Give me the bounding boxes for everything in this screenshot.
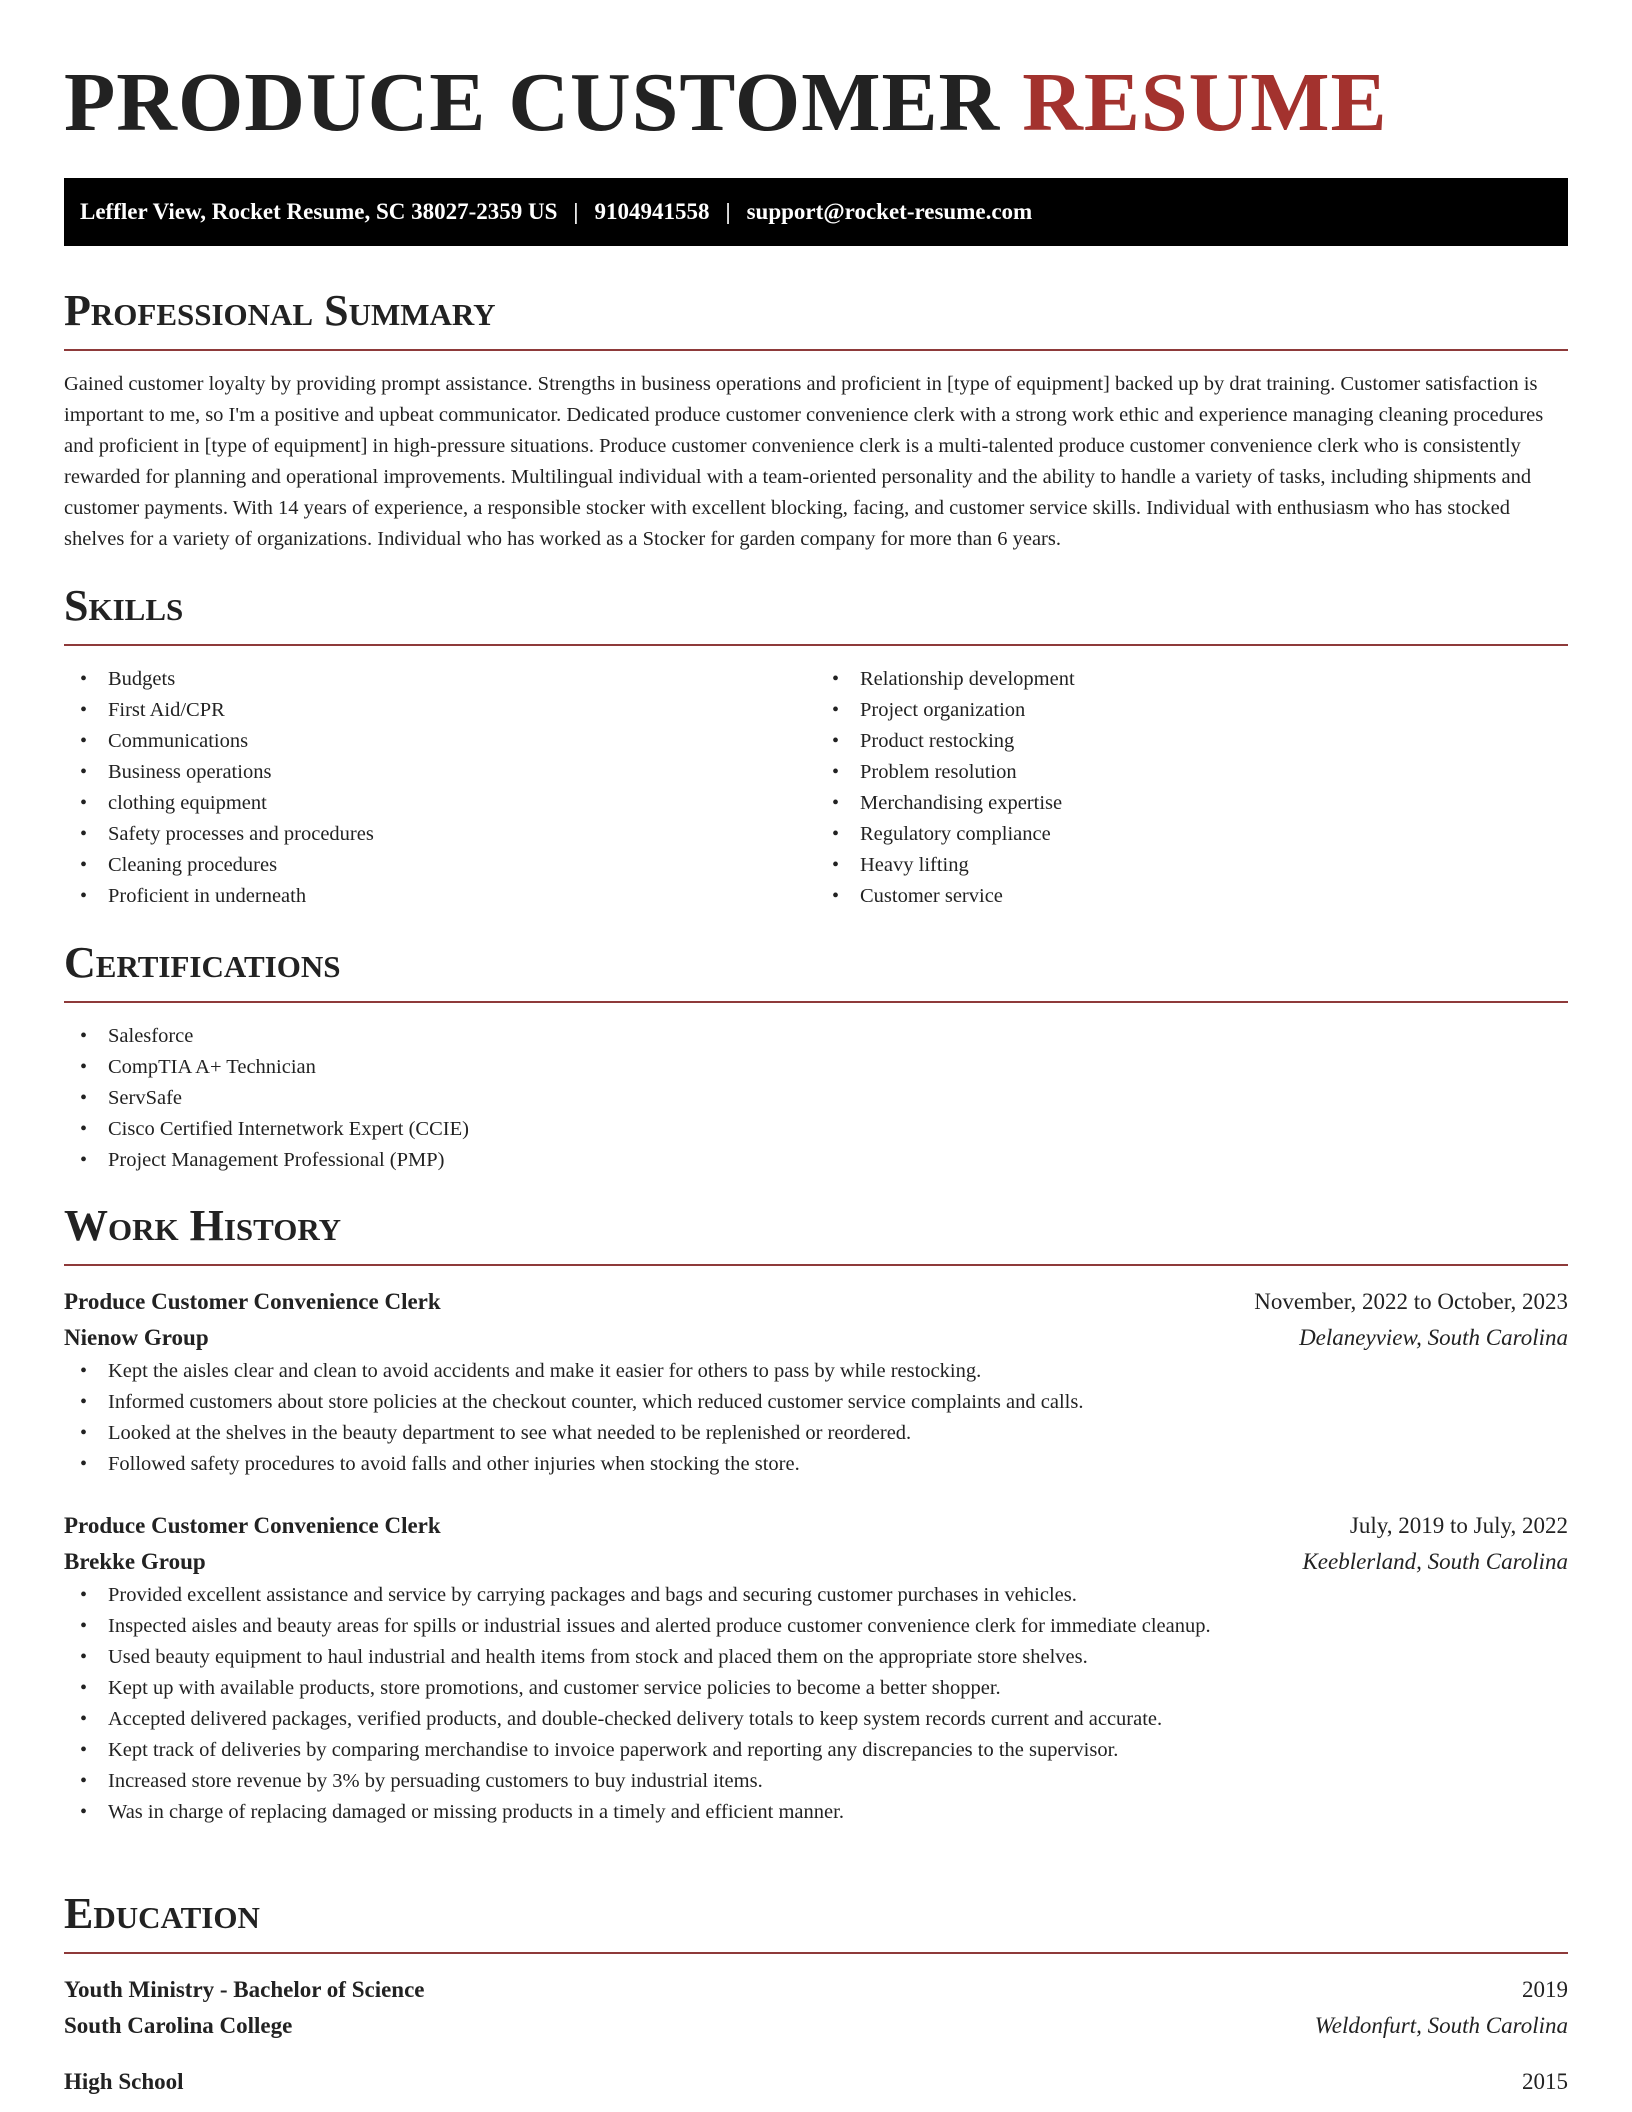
job-header-row [64,1284,1568,1320]
education-section [64,1890,1568,2100]
job-bullet: • Informed customers about store policies at the checkout counter, which reduced customer service complaints and calls. [64,1387,1568,1418]
certification-item: • Project Management Professional (PMP) [64,1145,1568,1176]
certifications-list [64,1021,1568,1176]
section-divider [64,1264,1568,1266]
skills-list-right [816,664,1568,912]
certifications-heading: Certifications [64,938,341,987]
education-entry [64,1972,1568,2044]
skill-item: • Customer service [816,881,1568,912]
section-divider [64,644,1568,646]
job-bullet: • Kept up with available products, store promotions, and customer service policies to become a better shopper. [64,1673,1568,1704]
skill-item: • Budgets [64,664,816,695]
job-role: Produce Customer Convenience Clerk [64,1289,441,1314]
certification-item: • Cisco Certified Internetwork Expert (CCIE) [64,1114,1568,1145]
section-divider [64,1952,1568,1954]
skill-item: • Proficient in underneath [64,881,816,912]
skill-item: • Merchandising expertise [816,788,1568,819]
job-company: Nienow Group [64,1325,209,1350]
job-bullets [64,1356,1568,1480]
certification-item: • Salesforce [64,1021,1568,1052]
skill-item: • Product restocking [816,726,1568,757]
job-bullets [64,1580,1568,1828]
skills-heading: Skills [64,581,184,630]
job-dates: November, 2022 to October, 2023 [1254,1289,1568,1314]
job-bullet: • Kept the aisles clear and clean to avoid accidents and make it easier for others to pass by while restocking. [64,1356,1568,1387]
education-year: 2019 [1522,1977,1568,2002]
contact-separator: | [725,199,731,224]
job-entry [64,1284,1568,1480]
skill-item: • clothing equipment [64,788,816,819]
skills-list-left [64,664,816,912]
skill-item: • Communications [64,726,816,757]
job-role: Produce Customer Convenience Clerk [64,1513,441,1538]
skill-item: • Cleaning procedures [64,850,816,881]
job-dates: July, 2019 to July, 2022 [1349,1513,1568,1538]
section-divider [64,349,1568,351]
title-main: PRODUCE CUSTOMER [64,56,1001,149]
job-bullet: • Accepted delivered packages, verified products, and double-checked delivery totals to keep system records current and accurate. [64,1704,1568,1735]
summary-text: Gained customer loyalty by providing prompt assistance. Strengths in business operations and proficient in [type of equipment] backed up by drat training. Customer satisfaction is important to me, so I'm a positive and upbeat communicator. Dedicated produce customer convenience clerk with a strong work ethic and experience managing cleaning procedures and proficient in [type of equipment] in high-pressure situations. Produce customer convenience clerk is a multi-talented produce customer convenience clerk who is consistently rewarded for planning and operational improvements. Multilingual individual with a team-oriented personality and the ability to handle a variety of tasks, including shipments and customer payments. With 14 years of experience, a responsible stocker with excellent blocking, facing, and customer service skills. Individual with enthusiasm who has stocked shelves for a variety of organizations. Individual who has worked as a Stocker for garden company for more than 6 years. [64,373,1544,550]
education-header-row [64,2064,1568,2100]
skill-item: • Business operations [64,757,816,788]
skill-item: • Project organization [816,695,1568,726]
work-history-section [64,1202,1568,1828]
education-entry [64,2064,1568,2100]
skill-item: • Problem resolution [816,757,1568,788]
job-location: Delaneyview, South Carolina [1299,1325,1568,1350]
job-bullet: • Inspected aisles and beauty areas for spills or industrial issues and alerted produce customer convenience clerk for immediate cleanup. [64,1611,1568,1642]
summary-heading: Professional Summary [64,286,496,335]
resume-title [64,0,1568,148]
job-entry [64,1508,1568,1828]
job-bullet: • Increased store revenue by 3% by persuading customers to buy industrial items. [64,1766,1568,1797]
skills-section [64,582,1568,912]
education-location: Weldonfurt, South Carolina [1314,2013,1568,2038]
summary-section [64,287,1568,555]
section-divider [64,1001,1568,1003]
contact-bar [64,178,1568,246]
job-company-row [64,1544,1568,1580]
job-bullet: • Followed safety procedures to avoid falls and other injuries when stocking the store. [64,1449,1568,1480]
skill-item: • Regulatory compliance [816,819,1568,850]
job-bullet: • Provided excellent assistance and service by carrying packages and bags and securing customer purchases in vehicles. [64,1580,1568,1611]
contact-email: support@rocket-resume.com [746,199,1033,224]
education-school-row [64,2008,1568,2044]
job-header-row [64,1508,1568,1544]
certifications-section [64,939,1568,1176]
education-year: 2015 [1522,2069,1568,2094]
education-heading: Education [64,1889,260,1938]
job-location: Keeblerland, South Carolina [1302,1549,1568,1574]
skill-item: • Heavy lifting [816,850,1568,881]
job-bullet: • Used beauty equipment to haul industrial and health items from stock and placed them on the appropriate store shelves. [64,1642,1568,1673]
job-bullet: • Was in charge of replacing damaged or missing products in a timely and efficient manner. [64,1797,1568,1828]
contact-separator: | [573,199,579,224]
certification-item: • CompTIA A+ Technician [64,1052,1568,1083]
education-degree: Youth Ministry - Bachelor of Science [64,1977,425,2002]
skill-item: • Safety processes and procedures [64,819,816,850]
job-company-row [64,1320,1568,1356]
certification-item: • ServSafe [64,1083,1568,1114]
skill-item: • Relationship development [816,664,1568,695]
education-degree: High School [64,2069,184,2094]
title-accent: RESUME [1022,56,1388,149]
job-bullet: • Looked at the shelves in the beauty department to see what needed to be replenished or reordered. [64,1418,1568,1449]
education-school: South Carolina College [64,2013,293,2038]
contact-address: Leffler View, Rocket Resume, SC 38027-2359 US [80,199,558,224]
contact-phone: 9104941558 [594,199,710,224]
work-history-heading: Work History [64,1201,342,1250]
skills-grid [64,664,1568,912]
education-header-row [64,1972,1568,2008]
skill-item: • First Aid/CPR [64,695,816,726]
job-company: Brekke Group [64,1549,206,1574]
job-bullet: • Kept track of deliveries by comparing merchandise to invoice paperwork and reporting any discrepancies to the supervisor. [64,1735,1568,1766]
